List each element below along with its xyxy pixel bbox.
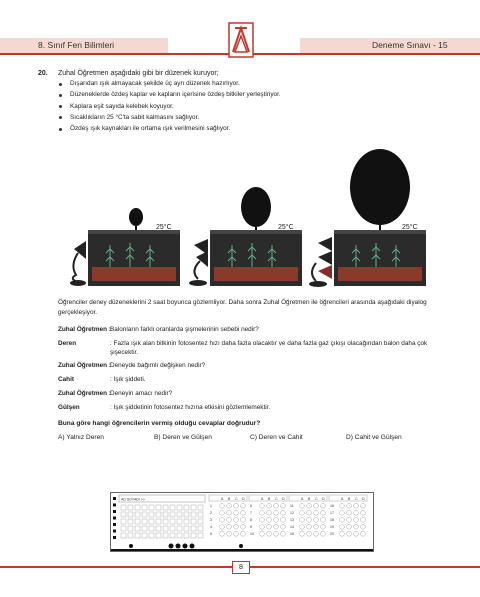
question-number-label: 3 [210,518,212,522]
answer-bubble[interactable] [347,517,352,522]
question-number-label: 1 [210,504,212,508]
question-number: 20. [38,70,48,77]
answer-bubble[interactable] [274,510,279,515]
answer-bubble[interactable] [227,531,232,536]
name-bubble[interactable] [177,533,182,538]
answer-bubble[interactable] [241,524,246,529]
name-bubble[interactable] [191,519,196,524]
answer-bubble[interactable] [307,524,312,529]
answer-bubble[interactable] [340,510,345,515]
answer-bubble[interactable] [274,531,279,536]
answer-bubble[interactable] [274,503,279,508]
choice-letter: A [301,496,304,501]
choice-letter: C [355,496,358,501]
name-bubble[interactable] [156,526,161,531]
setup-item: Düzeneklerde özdeş kaplar ve kapların içerisine özdeş bitkiler yerleştiriyor. [58,91,281,102]
choice-letter: C [315,496,318,501]
answer-bubble[interactable] [347,524,352,529]
speech: Deneyin amacı nedir? [110,390,173,397]
sheet-bottom-bar [111,549,373,551]
lamp [189,239,208,286]
speaker: Zuhal Öğretmen : [58,390,111,397]
temp-label: 25°C [402,224,418,231]
name-bubble[interactable] [149,526,154,531]
timing-mark [176,544,181,549]
answer-bubble[interactable] [281,503,286,508]
page-number: 8 [232,561,250,574]
choice-letter: D [242,496,245,501]
answer-bubble[interactable] [274,517,279,522]
answer-bubble[interactable] [241,531,246,536]
answer-bubble[interactable] [307,510,312,515]
answer-bubble[interactable] [260,503,265,508]
soil [92,267,176,281]
name-bubble[interactable] [156,519,161,524]
name-bubble[interactable] [184,505,189,510]
answer-bubble[interactable] [340,503,345,508]
timing-mark [129,544,133,548]
timing-mark [113,536,116,539]
name-bubble[interactable] [142,533,147,538]
name-bubble[interactable] [191,526,196,531]
answer-bubble[interactable] [260,510,265,515]
timing-mark [113,497,116,500]
question-number-label: 10 [250,532,254,536]
dialogue-line [58,376,448,385]
question-number-label: 11 [290,504,294,508]
name-bubble[interactable] [142,505,147,510]
question-number-label: 5 [210,532,212,536]
balloon-large [350,149,410,225]
answer-bubble[interactable] [267,524,272,529]
name-bubble[interactable] [128,533,133,538]
answer-bubble[interactable] [321,510,326,515]
choice-letter: C [235,496,238,501]
choice-letter: A [261,496,264,501]
observation-paragraph: Öğrenciler deney düzeneklerini 2 saat boyunca gözlemliyor. Daha sonra Zuhal Öğretmen ile öğrencileri arasında aşağıdaki diyalog gerçekleşiyor. [58,299,427,316]
question-number-label: 18 [330,518,334,522]
speech: : Işık şiddeti. [110,376,146,383]
name-bubble[interactable] [170,512,175,517]
name-bubble[interactable] [191,512,196,517]
answer-bubble[interactable] [281,517,286,522]
answer-sheet [110,492,374,552]
question-number-label: 14 [290,525,294,529]
name-bubble[interactable] [128,519,133,524]
answer-bubble[interactable] [220,524,225,529]
choice-letter: B [268,496,271,501]
answer-bubble[interactable] [361,517,366,522]
name-bubble[interactable] [184,519,189,524]
question-number-label: 12 [290,511,294,515]
answer-bubble[interactable] [260,531,265,536]
answer-bubble[interactable] [227,524,232,529]
answer-bubble[interactable] [267,510,272,515]
speech: : Fazla ışık alan bitkinin fotosentez hızı daha fazla olacaktır ve daha fazla gaz çıkışı olacağından balon daha çok şişecektir. [110,340,428,356]
answer-bubble[interactable] [281,524,286,529]
question-number-label: 8 [250,518,252,522]
name-bubble[interactable] [170,519,175,524]
question-number-label: 4 [210,525,212,529]
speaker: Deren [58,340,77,347]
answer-bubble[interactable] [314,510,319,515]
subject-title: 8. Sınıf Fen Bilimleri [38,40,115,50]
answer-bubble[interactable] [234,517,239,522]
answer-bubble[interactable] [354,531,359,536]
answer-bubble[interactable] [234,531,239,536]
answer-bubble[interactable] [227,503,232,508]
name-bubble[interactable] [142,512,147,517]
temp-label: 25°C [278,224,294,231]
dialogue-line [58,340,448,358]
experiment-figure [60,145,440,290]
timing-mark [183,544,188,549]
setup-1 [70,208,180,286]
name-bubble[interactable] [128,526,133,531]
timing-mark [113,504,116,507]
choice-letter: D [322,496,325,501]
name-bubble[interactable] [135,519,140,524]
speaker: Zuhal Öğretmen : [58,326,111,333]
timing-mark [190,544,195,549]
name-bubble[interactable] [135,533,140,538]
answer-bubble[interactable] [234,524,239,529]
speaker: Zuhal Öğretmen : [58,362,111,369]
choice-letter: D [362,496,365,501]
name-bubble[interactable] [121,505,126,510]
name-bubble[interactable] [149,505,154,510]
name-bubble[interactable] [135,526,140,531]
name-bubble[interactable] [170,533,175,538]
answer-bubble[interactable] [321,524,326,529]
lamp [70,241,86,286]
dialogue-line [58,362,448,371]
name-bubble[interactable] [170,505,175,510]
choice-letter: A [221,496,224,501]
answer-bubble[interactable] [274,524,279,529]
timing-mark [169,544,174,549]
name-bubble[interactable] [135,512,140,517]
choice-letter: B [348,496,351,501]
question-number-label: 7 [250,511,252,515]
name-bubble[interactable] [128,505,133,510]
answer-bubble[interactable] [314,517,319,522]
name-bubble[interactable] [121,519,126,524]
name-bubble[interactable] [128,512,133,517]
answer-bubble[interactable] [340,517,345,522]
timing-mark [113,510,116,513]
setup-3 [309,149,426,287]
answer-bubble[interactable] [347,531,352,536]
option-d[interactable]: D) Cahit ve Gülşen [346,434,402,441]
setup-item: Kaplara eşit sayıda kelebek koyuyor. [58,103,281,114]
exam-title: Deneme Sınavı - 15 [372,40,448,50]
name-bubble[interactable] [163,533,168,538]
answer-bubble[interactable] [220,531,225,536]
name-bubble[interactable] [177,526,182,531]
answer-bubble[interactable] [241,503,246,508]
answer-bubble[interactable] [354,503,359,508]
answer-bubble[interactable] [227,517,232,522]
speaker: Cahit [58,376,74,383]
name-bubble[interactable] [121,533,126,538]
setup-item: Dışarıdan ışık almayacak şekilde üç ayrı düzenek hazırlıyor. [58,80,281,91]
soil [214,267,298,281]
name-bubble[interactable] [121,512,126,517]
answer-bubble[interactable] [241,510,246,515]
setup-2 [189,187,302,286]
answer-bubble[interactable] [220,503,225,508]
answer-bubble[interactable] [361,510,366,515]
answer-bubble[interactable] [300,517,305,522]
answer-bubble[interactable] [314,524,319,529]
name-bubble[interactable] [177,519,182,524]
answer-bubble[interactable] [321,503,326,508]
speech: Deneyde bağımlı değişken nedir? [110,362,206,369]
timing-mark [239,544,243,548]
name-bubble[interactable] [142,526,147,531]
answer-bubble[interactable] [361,503,366,508]
answer-bubble[interactable] [307,517,312,522]
publisher-logo [228,22,254,58]
answer-bubble[interactable] [267,517,272,522]
name-bubble[interactable] [149,512,154,517]
name-bubble[interactable] [191,505,196,510]
answer-bubble[interactable] [241,517,246,522]
name-bubble[interactable] [198,519,203,524]
name-bubble[interactable] [163,512,168,517]
dialogue-line [58,326,448,335]
name-label: AD SOYADI >> [121,497,145,502]
name-bubble[interactable] [156,533,161,538]
question-number-label: 9 [250,525,252,529]
name-bubble[interactable] [163,519,168,524]
answer-bubble[interactable] [227,510,232,515]
question-prompt: Buna göre hangi öğrencilerin vermiş olduğu cevaplar doğrudur? [58,420,261,427]
question-number-label: 20 [330,532,334,536]
option-a[interactable]: A) Yalnız Deren [58,434,104,441]
answer-bubble[interactable] [281,510,286,515]
choice-letter: B [308,496,311,501]
answer-bubble[interactable] [220,517,225,522]
answer-bubble[interactable] [354,510,359,515]
dialogue-line [58,404,448,413]
name-bubble[interactable] [163,505,168,510]
name-bubble[interactable] [170,526,175,531]
answer-bubble[interactable] [234,510,239,515]
answer-bubble[interactable] [281,531,286,536]
choice-letter: C [275,496,278,501]
name-bubble[interactable] [135,505,140,510]
question-number-label: 2 [210,511,212,515]
answer-bubble[interactable] [300,510,305,515]
timing-mark [113,530,116,533]
speaker: Gülşen [58,404,80,411]
question-number-label: 16 [330,504,334,508]
choice-letter: B [228,496,231,501]
setup-item: Özdeş ışık kaynakları ile ortama ışık verilmesini sağlıyor. [58,125,281,136]
name-bubble[interactable] [121,526,126,531]
answer-bubble[interactable] [361,531,366,536]
answer-bubble[interactable] [340,531,345,536]
name-bubble[interactable] [184,512,189,517]
answer-bubble[interactable] [267,503,272,508]
option-b[interactable]: B) Deren ve Gülşen [154,434,212,441]
name-bubble[interactable] [177,512,182,517]
name-bubble[interactable] [184,526,189,531]
answer-bubble[interactable] [321,517,326,522]
speech: Balonların farklı oranlarda şişmelerinin sebebi nedir? [110,326,259,333]
name-bubble[interactable] [198,526,203,531]
question-intro: Zuhal Öğretmen aşağıdaki gibi bir düzenek kuruyor; [58,70,219,77]
choice-letter: D [282,496,285,501]
answer-bubble[interactable] [300,531,305,536]
answer-sheet-grid [111,493,373,551]
choice-letter: A [341,496,344,501]
answer-bubble[interactable] [267,531,272,536]
answer-bubble[interactable] [307,503,312,508]
answer-bubble[interactable] [354,517,359,522]
answer-bubble[interactable] [321,531,326,536]
name-bubble[interactable] [149,519,154,524]
name-bubble[interactable] [156,505,161,510]
speech: : Işık şiddetinin fotosentez hızına etkisini gözlemlemektir. [110,404,271,411]
answer-bubble[interactable] [347,510,352,515]
name-bubble[interactable] [163,526,168,531]
answer-bubble[interactable] [354,524,359,529]
name-bubble[interactable] [198,505,203,510]
answer-bubble[interactable] [300,524,305,529]
question-number-label: 13 [290,518,294,522]
question-number-label: 6 [250,504,252,508]
name-bubble[interactable] [156,512,161,517]
setup-list [58,80,281,136]
name-bubble[interactable] [198,512,203,517]
timing-mark [113,523,116,526]
lamp [309,237,332,287]
answer-bubble[interactable] [314,531,319,536]
answer-options [58,434,448,444]
answer-bubble[interactable] [234,503,239,508]
name-bubble[interactable] [191,533,196,538]
timing-mark [113,517,116,520]
name-bubble[interactable] [142,519,147,524]
answer-bubble[interactable] [314,503,319,508]
temp-label: 25°C [156,224,172,231]
name-bubble[interactable] [177,505,182,510]
answer-bubble[interactable] [260,524,265,529]
question-number-label: 15 [290,532,294,536]
answer-bubble[interactable] [307,531,312,536]
option-c[interactable]: C) Deren ve Cahit [250,434,303,441]
name-bubble[interactable] [184,533,189,538]
setup-item: Sıcaklıkların 25 °C'ta sabit kalmasını sağlıyor. [58,114,281,125]
answer-bubble[interactable] [361,524,366,529]
answer-bubble[interactable] [260,517,265,522]
balloon-small [129,208,143,226]
answer-bubble[interactable] [340,524,345,529]
answer-bubble[interactable] [300,503,305,508]
question-number-label: 19 [330,525,334,529]
balloon-medium [241,187,271,227]
name-bubble[interactable] [198,533,203,538]
answer-bubble[interactable] [220,510,225,515]
question-number-label: 17 [330,511,334,515]
answer-bubble[interactable] [347,503,352,508]
soil [338,267,422,281]
dialogue-line [58,390,448,399]
name-bubble[interactable] [149,533,154,538]
